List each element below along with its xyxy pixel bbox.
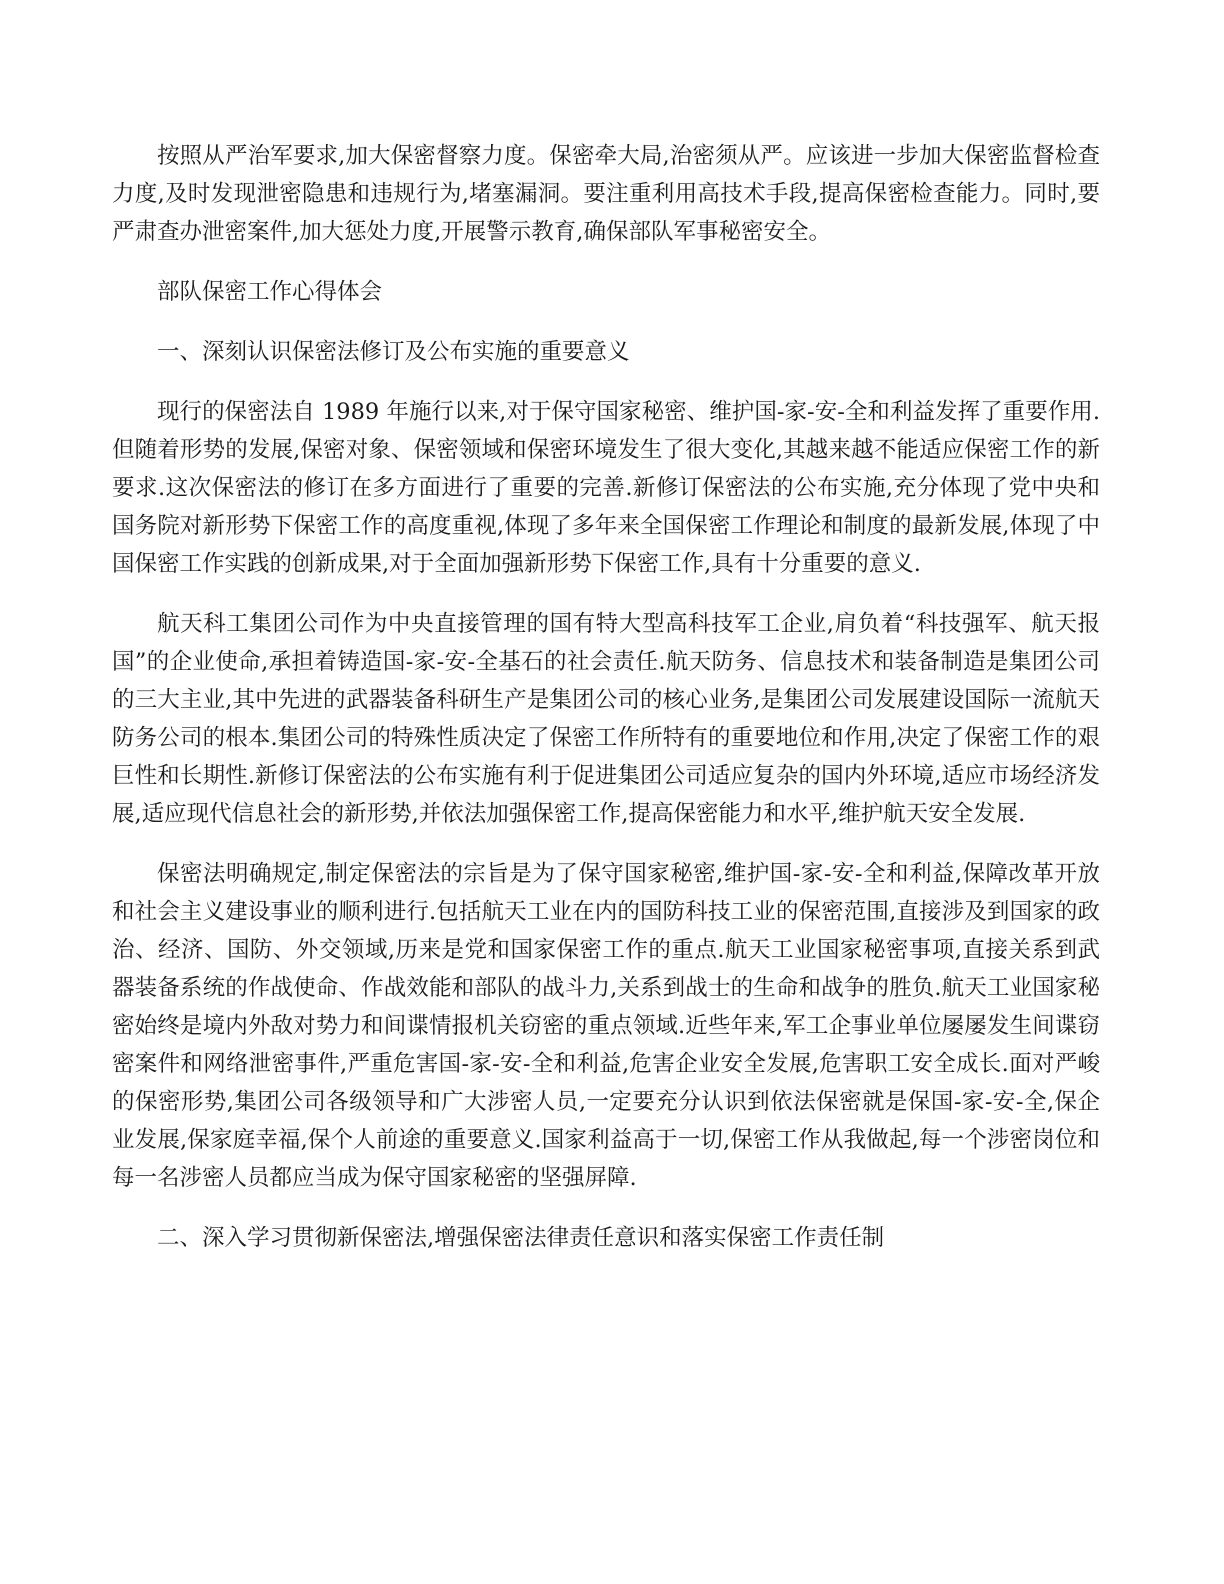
heading-section-one: 一、深刻认识保密法修订及公布实施的重要意义 <box>157 339 630 365</box>
heading-experience-title: 部队保密工作心得体会 <box>157 279 383 305</box>
heading-section-two: 二、深入学习贯彻新保密法,增强保密法律责任意识和落实保密工作责任制 <box>157 1225 885 1251</box>
paragraph-military-secrecy-inspection: 按照从严治军要求,加大保密督察力度。保密牵大局,治密须从严。应该进一步加大保密监督检查力度,及时发现泄密隐患和违规行为,堵塞漏洞。要注重利用高技术手段,提高保密检查能力。同时,要严肃查办泄密案件,加大惩处力度,开展警示教育,确保部队军事秘密安全。 <box>112 143 1100 245</box>
paragraph-law-purpose: 保密法明确规定,制定保密法的宗旨是为了保守国家秘密,维护国-家-安-全和利益,保障改革开放和社会主义建设事业的顺利进行.包括航天工业在内的国防科技工业的保密范围,直接涉及到国家的政治、经济、国防、外交领域,历来是党和国家保密工作的重点.航天工业国家秘密事项,直接关系到武器装备系统的作战使命、作战效能和部队的战斗力,关系到战士的生命和战争的胜负.航天工业国家秘密始终是境内外敌对势力和间谍情报机关窃密的重点领域.近些年来,军工企事业单位屡屡发生间谍窃密案件和网络泄密事件,严重危害国-家-安-全和利益,危害企业安全发展,危害职工安全成长.面对严峻的保密形势,集团公司各级领导和广大涉密人员,一定要充分认识到依法保密就是保国-家-安-全,保企业发展,保家庭幸福,保个人前途的重要意义.国家利益高于一切,保密工作从我做起,每一个涉密岗位和每一名涉密人员都应当成为保守国家秘密的坚强屏障. <box>112 861 1100 1191</box>
paragraph-law-revision-significance: 现行的保密法自 1989 年施行以来,对于保守国家秘密、维护国-家-安-全和利益发挥了重要作用.但随着形势的发展,保密对象、保密领域和保密环境发生了很大变化,其越来越不能适应保密工作的新要求.这次保密法的修订在多方面进行了重要的完善.新修订保密法的公布实施,充分体现了党中央和国务院对新形势下保密工作的高度重视,体现了多年来全国保密工作理论和制度的最新发展,体现了中国保密工作实践的创新成果,对于全面加强新形势下保密工作,具有十分重要的意义. <box>112 399 1100 577</box>
paragraph-casic-mission: 航天科工集团公司作为中央直接管理的国有特大型高科技军工企业,肩负着“科技强军、航天报国”的企业使命,承担着铸造国-家-安-全基石的社会责任.航天防务、信息技术和装备制造是集团公司的三大主业,其中先进的武器装备科研生产是集团公司的核心业务,是集团公司发展建设国际一流航天防务公司的根本.集团公司的特殊性质决定了保密工作所特有的重要地位和作用,决定了保密工作的艰巨性和长期性.新修订保密法的公布实施有利于促进集团公司适应复杂的国内外环境,适应市场经济发展,适应现代信息社会的新形势,并依法加强保密工作,提高保密能力和水平,维护航天安全发展. <box>112 611 1100 827</box>
document-body <box>112 137 1100 1279</box>
